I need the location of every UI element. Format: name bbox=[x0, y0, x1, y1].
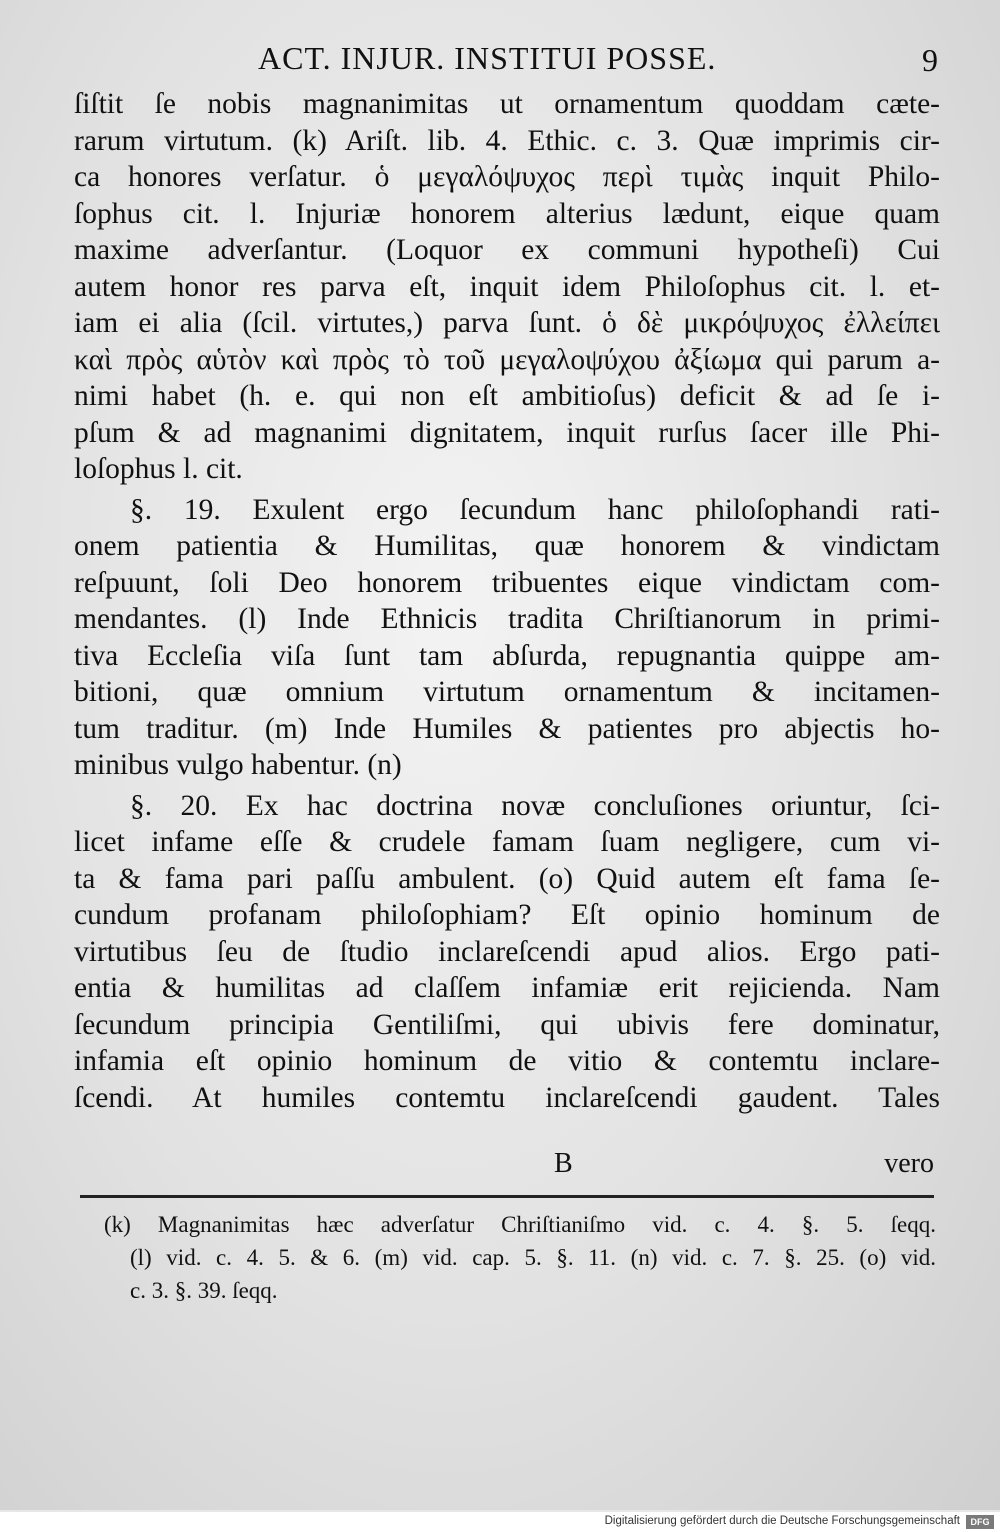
text-line: ſcendi. At humiles contemtu inclareſcendi gaudent. Tales bbox=[74, 1081, 940, 1114]
text-line: autem honor res parva eſt, inquit idem Philoſophus cit. l. et- bbox=[74, 270, 940, 303]
text-line: ſecundum principia Gentiliſmi, qui ubivis fere dominatur, bbox=[74, 1008, 940, 1041]
text-line: cundum profanam philoſophiam? Eſt opinio hominum de bbox=[74, 899, 940, 931]
text-line: tiva Eccleſia viſa ſunt tam abſurda, repugnantia quippe am- bbox=[74, 639, 940, 672]
body-text bbox=[74, 86, 940, 1116]
footnote-rule bbox=[80, 1195, 934, 1198]
text-line: rarum virtutum. (k) Ariſt. lib. 4. Ethic. c. 3. Quæ imprimis cir- bbox=[74, 124, 940, 157]
text-line: ta & fama pari paſſu ambulent. (o) Quid autem eſt fama ſe- bbox=[74, 862, 940, 895]
text-line: §. 19. Exulent ergo ſecundum hanc philoſophandi rati- bbox=[130, 493, 940, 526]
catchword-line bbox=[74, 1148, 940, 1182]
text-line: ca honores verſatur. ὁ μεγαλόψυχος περὶ τιμὰς inquit Philo- bbox=[74, 161, 940, 193]
text-line: tum traditur. (m) Inde Humiles & patientes pro abjectis ho- bbox=[74, 712, 940, 745]
footnote-line: (k) Magnanimitas hæc adverſatur Chriſtianiſmo vid. c. 4. §. 5. ſeqq. bbox=[104, 1212, 936, 1237]
page-header bbox=[74, 40, 940, 82]
text-line: infamia eſt opinio hominum de vitio & contemtu inclare- bbox=[74, 1045, 940, 1077]
credit-bar bbox=[0, 1512, 1000, 1532]
text-line: ſiſtit ſe nobis magnanimitas ut ornamentum quoddam cæte- bbox=[74, 88, 940, 120]
credit-text: Digitalisierung gefördert durch die Deutsche Forschungsgemeinschaft bbox=[604, 1515, 960, 1527]
text-line: ſophus cit. l. Injuriæ honorem alterius lædunt, eique quam bbox=[74, 197, 940, 230]
signature-mark: B bbox=[554, 1148, 573, 1179]
text-line: mendantes. (l) Inde Ethnicis tradita Chriſtianorum in primi- bbox=[74, 603, 940, 635]
text-line: virtutibus ſeu de ſtudio inclareſcendi apud alios. Ergo pati- bbox=[74, 935, 940, 968]
page-number: 9 bbox=[922, 42, 938, 78]
text-line: §. 20. Ex hac doctrina novæ concluſiones oriuntur, ſci- bbox=[130, 789, 940, 822]
text-line: καὶ πρὸς αὑτὸν καὶ πρὸς τὸ τοῦ μεγαλοψύχου ἀξίωμα qui parum a- bbox=[74, 343, 940, 376]
footnote-line: (l) vid. c. 4. 5. & 6. (m) vid. cap. 5. §. 11. (n) vid. c. 7. §. 25. (o) vid. bbox=[130, 1245, 936, 1270]
running-head: ACT. INJUR. INSTITUI POSSE. bbox=[258, 40, 717, 76]
dfg-logo: DFG bbox=[966, 1515, 994, 1529]
text-line: onem patientia & Humilitas, quæ honorem & vindictam bbox=[74, 530, 940, 562]
text-line: licet infame eſſe & crudele famam ſuam negligere, cum vi- bbox=[74, 826, 940, 858]
text-line: entia & humilitas ad claſſem infamiæ erit rejicienda. Nam bbox=[74, 972, 940, 1004]
text-line: maxime adverſantur. (Loquor ex communi hypotheſi) Cui bbox=[74, 234, 940, 266]
text-line: iam ei alia (ſcil. virtutes,) parva ſunt. ὁ δὲ μικρόψυχος ἐλλείπει bbox=[74, 307, 940, 339]
catchword: vero bbox=[884, 1148, 934, 1179]
text-line: reſpuunt, ſoli Deo honorem tribuentes eique vindictam com- bbox=[74, 566, 940, 599]
footnotes bbox=[104, 1208, 936, 1307]
text-line: minibus vulgo habentur. (n) bbox=[74, 749, 402, 781]
text-line: pſum & ad magnanimi dignitatem, inquit rurſus ſacer ille Phi- bbox=[74, 416, 940, 449]
footnote-line: c. 3. §. 39. ſeqq. bbox=[130, 1278, 278, 1303]
text-line: bitioni, quæ omnium virtutum ornamentum & incitamen- bbox=[74, 676, 940, 708]
text-line: nimi habet (h. e. qui non eſt ambitioſus) deficit & ad ſe i- bbox=[74, 380, 940, 412]
text-line: loſophus l. cit. bbox=[74, 453, 243, 485]
